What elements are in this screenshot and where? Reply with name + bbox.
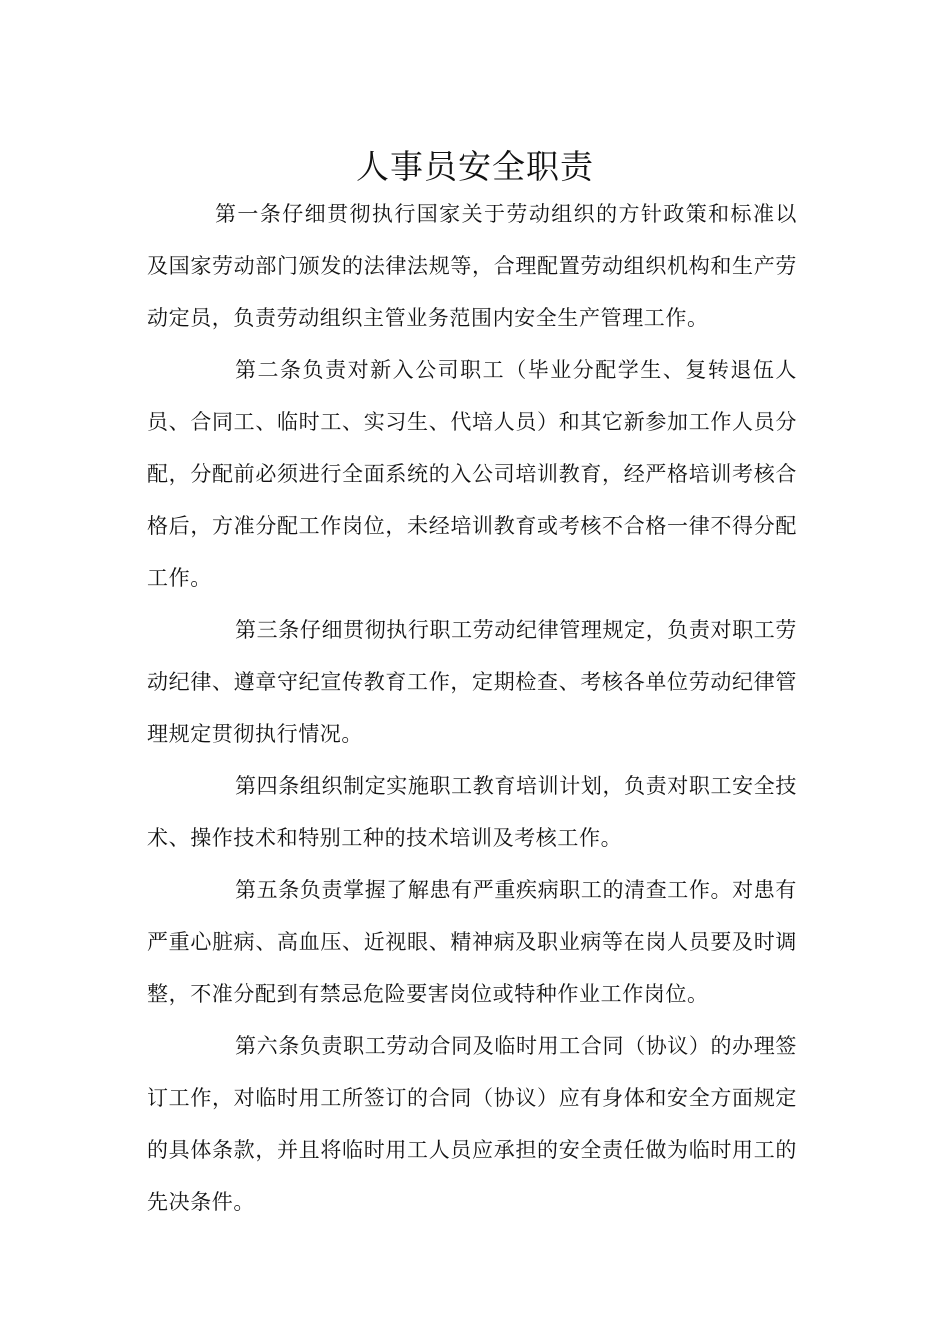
article-1-paragraph: 第一条仔细贯彻执行国家关于劳动组织的方针政策和标准以及国家劳动部门颁发的法律法规等，合理配置劳动组织机构和生产劳动定员，负责劳动组织主管业务范围内安全生产管理工作。 bbox=[147, 202, 797, 330]
article-2-paragraph: 第二条负责对新入公司职工（毕业分配学生、复转退伍人员、合同工、临时工、实习生、代培人员）和其它新参加工作人员分配，分配前必须进行全面系统的入公司培训教育，经严格培训考核合格后，方准分配工作岗位，未经培训教育或考核不合格一律不得分配工作。 bbox=[147, 358, 797, 590]
article-3-paragraph: 第三条仔细贯彻执行职工劳动纪律管理规定，负责对职工劳动纪律、遵章守纪宣传教育工作，定期检查、考核各单位劳动纪律管理规定贯彻执行情况。 bbox=[147, 618, 797, 746]
document-title: 人事员安全职责 bbox=[356, 147, 594, 187]
article-4-paragraph: 第四条组织制定实施职工教育培训计划，负责对职工安全技术、操作技术和特别工种的技术培训及考核工作。 bbox=[147, 774, 797, 850]
article-6-paragraph: 第六条负责职工劳动合同及临时用工合同（协议）的办理签订工作，对临时用工所签订的合同（协议）应有身体和安全方面规定的具体条款，并且将临时用工人员应承担的安全责任做为临时用工的先决条件。 bbox=[147, 1034, 797, 1214]
article-5-paragraph: 第五条负责掌握了解患有严重疾病职工的清查工作。对患有严重心脏病、高血压、近视眼、精神病及职业病等在岗人员要及时调整，不准分配到有禁忌危险要害岗位或特种作业工作岗位。 bbox=[147, 878, 797, 1006]
